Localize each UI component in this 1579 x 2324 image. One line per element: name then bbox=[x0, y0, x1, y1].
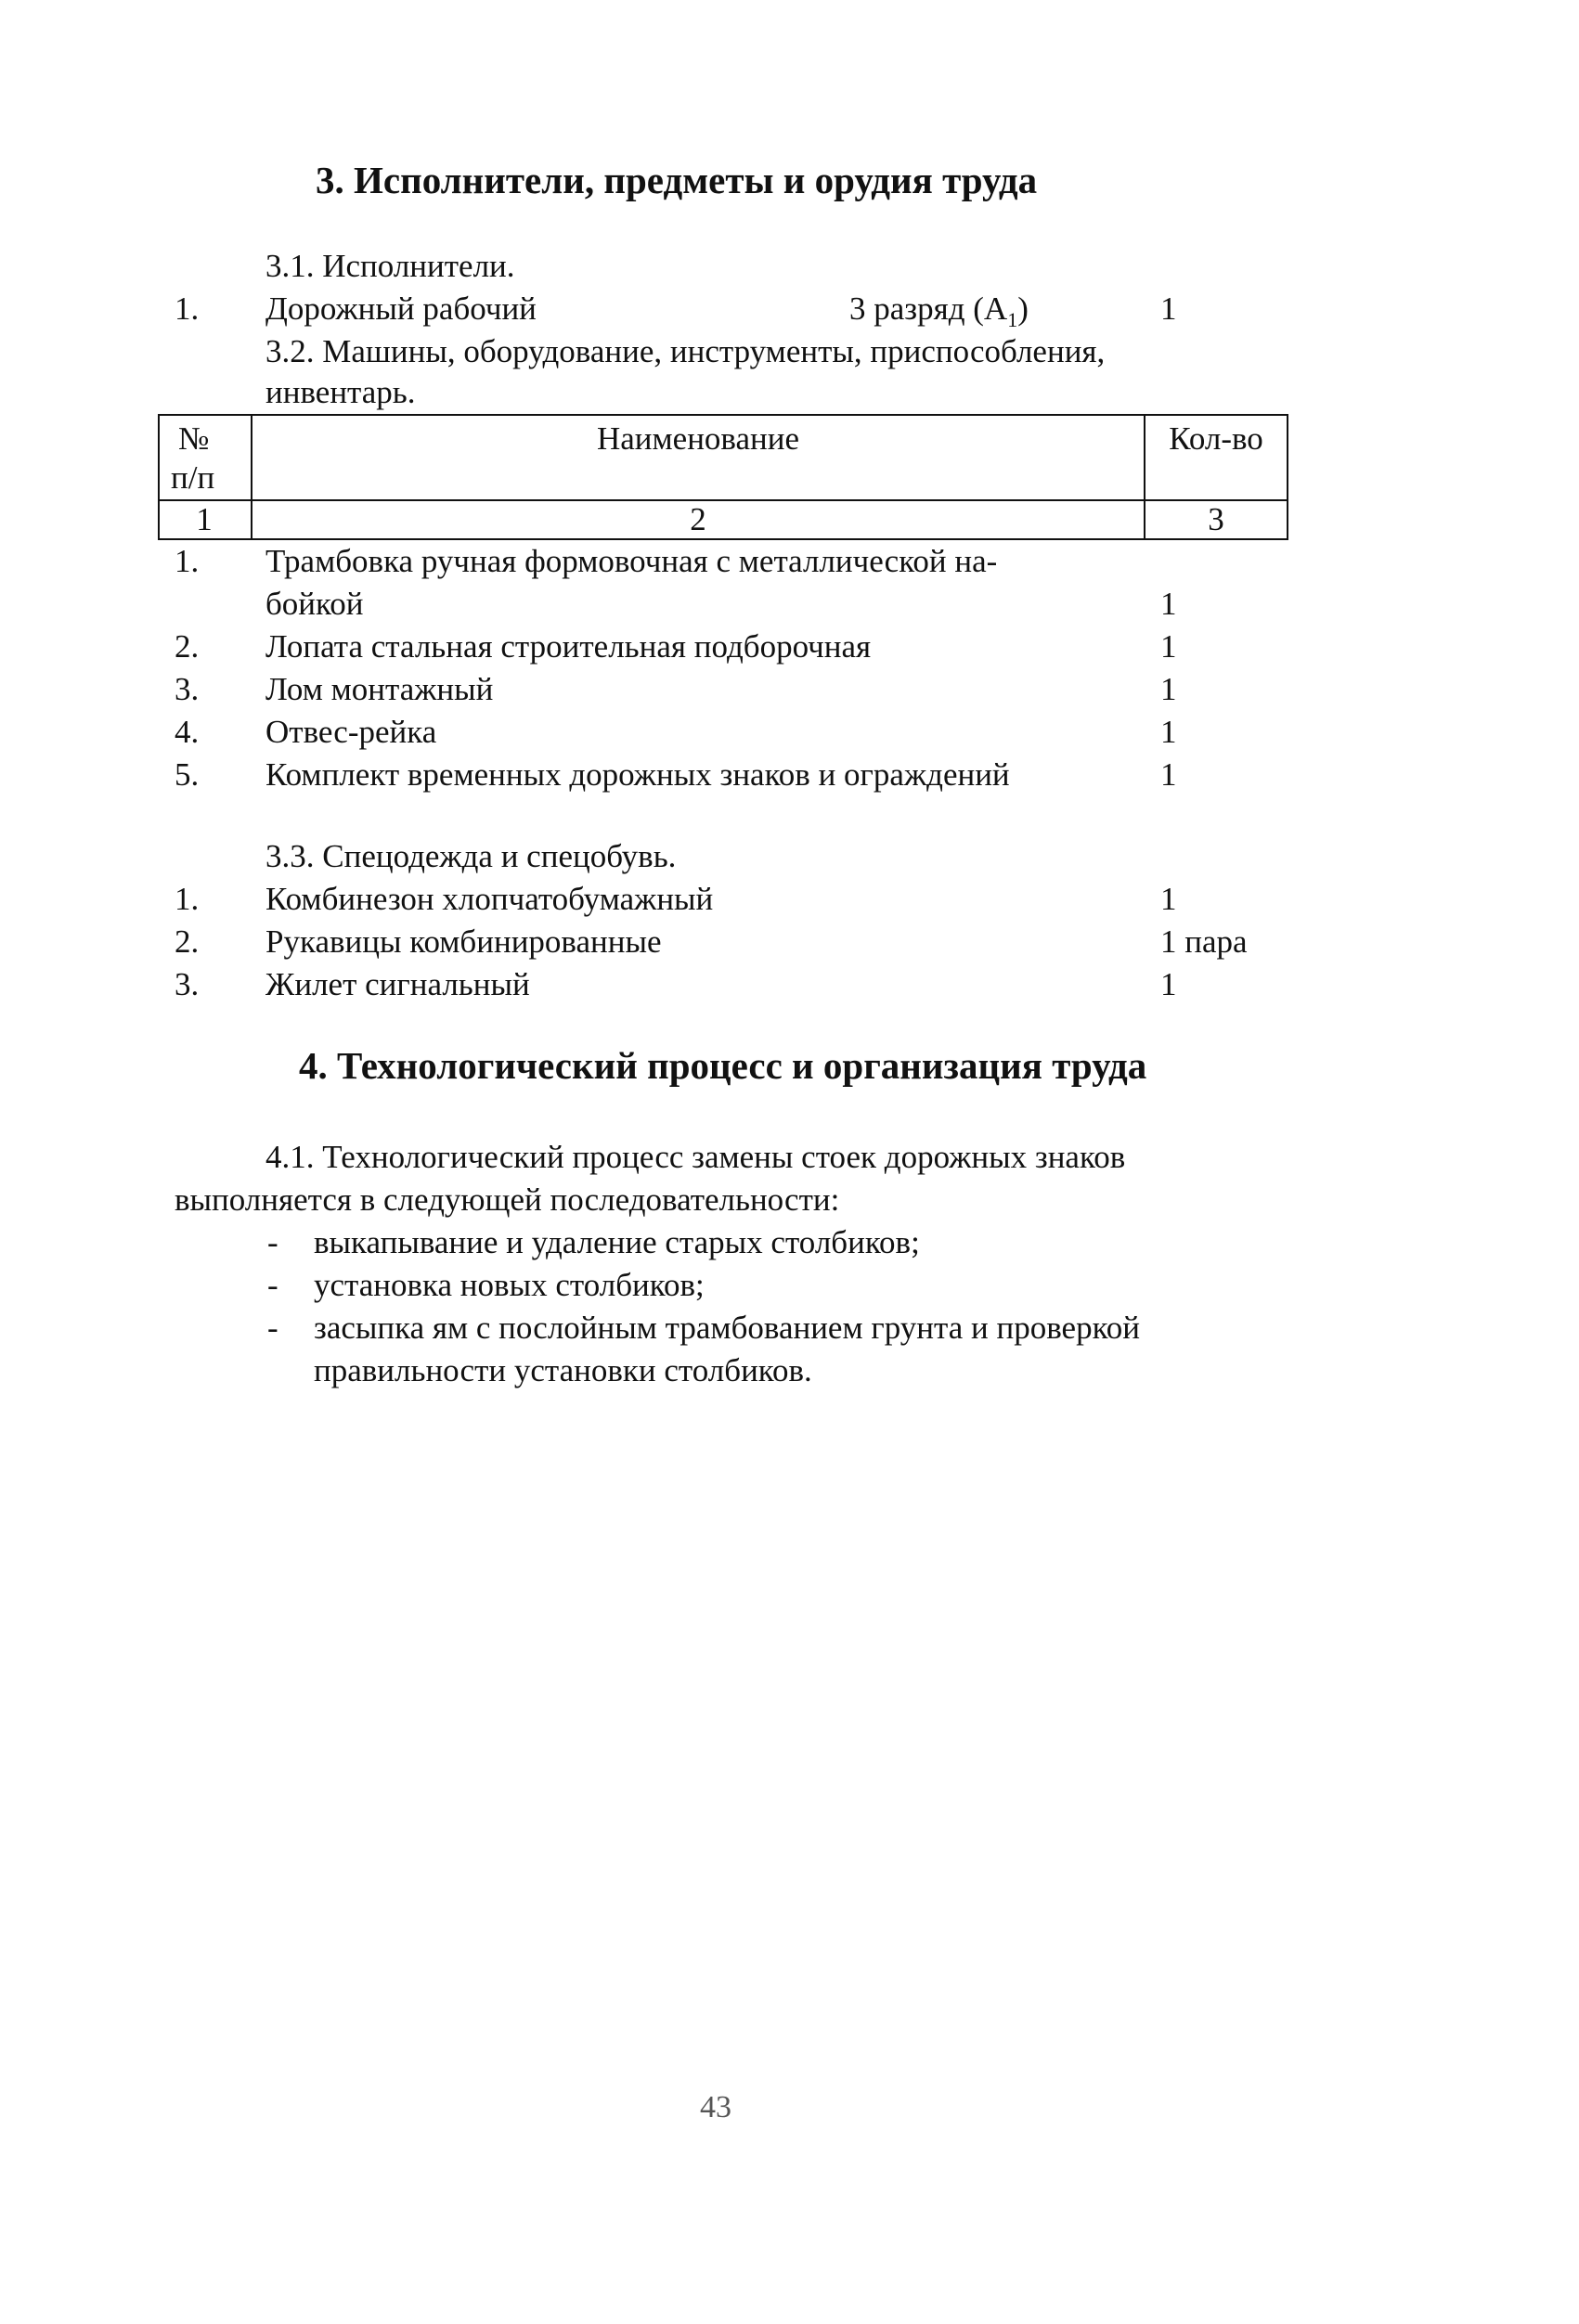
equipment-num: 5. bbox=[175, 756, 200, 793]
clothing-qty: 1 пара bbox=[1160, 923, 1248, 960]
performer-name: Дорожный рабочий bbox=[265, 290, 537, 327]
equipment-qty: 1 bbox=[1160, 714, 1177, 750]
equipment-table-header bbox=[158, 414, 1288, 540]
clothing-name: Рукавицы комбинированные bbox=[265, 923, 662, 960]
page-number: 43 bbox=[700, 2090, 731, 2124]
clothing-qty: 1 bbox=[1160, 881, 1177, 917]
equipment-name: Лом монтажный bbox=[265, 671, 494, 707]
colnum-3: 3 bbox=[1208, 501, 1224, 537]
table-border-right bbox=[1287, 414, 1288, 540]
clothing-name: Комбинезон хлопчатобумажный bbox=[265, 881, 714, 917]
bullet-dash: - bbox=[267, 1310, 278, 1346]
machines-heading-line2: инвентарь. bbox=[265, 374, 416, 410]
clothing-num: 1. bbox=[175, 881, 200, 917]
header-qty: Кол-во bbox=[1169, 420, 1263, 457]
section-4-title: 4. Технологический процесс и организация труда bbox=[299, 1044, 1147, 1087]
section-3-title: 3. Исполнители, предметы и орудия труда bbox=[316, 159, 1038, 201]
equipment-num: 3. bbox=[175, 671, 200, 707]
table-border-top bbox=[158, 414, 1288, 416]
performer-rank: 3 разряд $(А_1)$ bbox=[849, 290, 1029, 331]
equipment-qty: 1 bbox=[1160, 671, 1177, 707]
process-step-text-line2: правильности установки столбиков. bbox=[314, 1352, 812, 1388]
process-paragraph-line1: 4.1. Технологический процесс замены стоек дорожных знаков bbox=[265, 1139, 1126, 1175]
equipment-qty: 1 bbox=[1160, 628, 1177, 665]
equipment-name-line2: бойкой bbox=[265, 586, 364, 622]
bullet-dash: - bbox=[267, 1267, 278, 1303]
equipment-qty: 1 bbox=[1160, 756, 1177, 793]
performers-heading: 3.1. Исполнители. bbox=[265, 248, 515, 284]
performer-qty: 1 bbox=[1160, 290, 1177, 327]
process-step-text-line1: засыпка ям с послойным трамбованием грунта и проверкой bbox=[314, 1310, 1141, 1346]
equipment-name: Комплект временных дорожных знаков и ограждений bbox=[265, 756, 1010, 793]
process-step-text: выкапывание и удаление старых столбиков; bbox=[314, 1224, 920, 1260]
machines-heading-line1: 3.2. Машины, оборудование, инструменты, приспособления, bbox=[265, 333, 1106, 369]
performer-num: 1. bbox=[175, 290, 200, 327]
equipment-name: Отвес-рейка bbox=[265, 714, 437, 750]
equipment-name-line1: Трамбовка ручная формовочная с металлической на- bbox=[265, 543, 998, 579]
equipment-qty: 1 bbox=[1160, 586, 1177, 622]
clothing-heading: 3.3. Спецодежда и спецобувь. bbox=[265, 838, 677, 874]
clothing-num: 3. bbox=[175, 966, 200, 1002]
equipment-name: Лопата стальная строительная подборочная bbox=[265, 628, 872, 665]
header-num-line1: № bbox=[178, 420, 210, 457]
header-name: Наименование bbox=[596, 420, 800, 457]
colnum-1: 1 bbox=[196, 501, 213, 537]
equipment-num: 1. bbox=[175, 543, 200, 579]
header-num-line2: п/п bbox=[171, 459, 215, 496]
clothing-name: Жилет сигнальный bbox=[265, 966, 530, 1002]
process-paragraph-line2: выполняется в следующей последовательности: bbox=[175, 1181, 840, 1218]
bullet-dash: - bbox=[267, 1224, 278, 1260]
clothing-qty: 1 bbox=[1160, 966, 1177, 1002]
clothing-num: 2. bbox=[175, 923, 200, 960]
equipment-num: 2. bbox=[175, 628, 200, 665]
colnum-2: 2 bbox=[690, 501, 706, 537]
process-step-text: установка новых столбиков; bbox=[314, 1267, 705, 1303]
equipment-num: 4. bbox=[175, 714, 200, 750]
